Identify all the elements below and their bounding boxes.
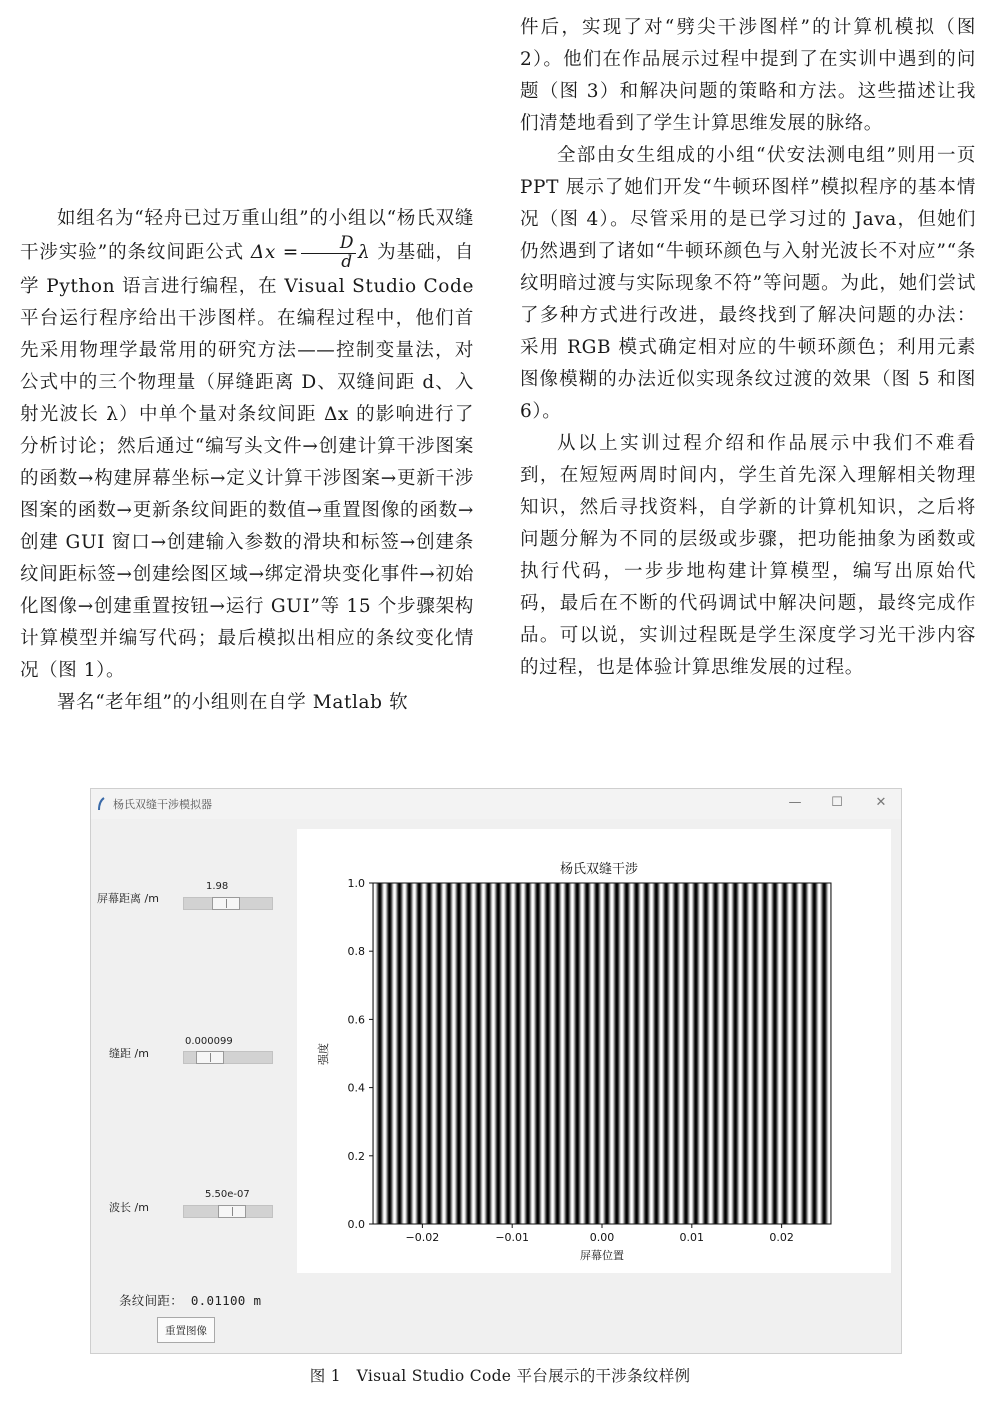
screen-distance-label: 屏幕距离 /m — [97, 892, 159, 905]
figure-caption: 图 1 Visual Studio Code 平台展示的干涉条纹样例 — [309, 1367, 691, 1385]
maximize-button[interactable]: ☐ — [831, 795, 843, 810]
y-tick-label: 0.0 — [347, 1218, 365, 1231]
simulator-window — [90, 788, 902, 1354]
left-column — [20, 203, 474, 719]
x-tick-label: −0.02 — [405, 1231, 440, 1244]
chart-title: 杨氏双缝干涉 — [559, 862, 639, 877]
formula-fraction: $\frac{D}{d}$ — [301, 235, 356, 271]
screen-distance-slider[interactable] — [183, 897, 273, 910]
wavelength-label: 波长 /m — [109, 1201, 149, 1214]
interference-chart — [297, 829, 891, 1273]
fringe-formula: Δx = $\frac{D}{d}$ λ — [250, 233, 371, 272]
x-tick-label: 0.02 — [769, 1231, 794, 1244]
y-tick-label: 0.8 — [347, 945, 365, 959]
window-titlebar[interactable] — [91, 789, 901, 819]
paragraph-3: 件后，实现了对“劈尖干涉图样”的计算机模拟（图 2）。他们在作品展示过程中提到了在实训中遇到的问题（图 3）和解决问题的策略和方法。这些描述让我们清楚地看到了学生计算思维发展的脉络。 — [520, 17, 976, 134]
window-title: 杨氏双缝干涉模拟器 — [113, 798, 212, 811]
feather-icon — [97, 797, 107, 811]
fringe-spacing-value: 0.01100 — [190, 1293, 246, 1308]
slit-spacing-value: 0.000099 — [185, 1036, 233, 1047]
wavelength-slider-thumb[interactable] — [218, 1205, 246, 1218]
fringe-spacing-readout: 条纹间距： 0.01100 m — [119, 1293, 262, 1308]
slit-spacing-slider[interactable] — [183, 1051, 273, 1064]
paragraph-4: 全部由女生组成的小组“伏安法测电组”则用一页 PPT 展示了她们开发“牛顿环图样”模拟程序的基本情况（图 4）。尽管采用的是已学习过的 Java，但她们仍然遇到了诸如“牛顿环颜色与入射光波长不对应”“条纹明暗过渡与实际现象不符”等问题。为此，她们尝试了多种方式进行改进，最终找到了解决问题的办法：采用 RGB 模式确定相对应的牛顿环颜色；利用元素图像模糊的办法近似实现条纹过渡的效果（图 5 和图 6）。 — [520, 145, 976, 422]
paragraph-5: 从以上实训过程介绍和作品展示中我们不难看到，在短短两周时间内，学生首先深入理解相关物理知识，然后寻找资料，自学新的计算机知识，之后将问题分解为不同的层级或步骤，把功能抽象为函数或执行代码，一步步地构建计算模型，编写出原始代码，最后在不断的代码调试中解决问题，最终完成作品。可以说，实训过程既是学生深度学习光干涉内容的过程，也是体验计算思维发展的过程。 — [520, 433, 976, 678]
x-tick-label: −0.01 — [495, 1231, 530, 1244]
screen-distance-value: 1.98 — [206, 881, 229, 892]
x-tick-label: 0.01 — [679, 1231, 705, 1244]
right-column — [520, 12, 976, 684]
y-axis-label: 强度 — [317, 1043, 330, 1065]
y-tick-label: 1.0 — [347, 877, 365, 890]
minimize-button[interactable]: — — [788, 795, 802, 810]
y-tick-label: 0.2 — [347, 1149, 365, 1163]
wavelength-value: 5.50e-07 — [205, 1189, 250, 1200]
reset-image-button[interactable]: 重置图像 — [157, 1317, 215, 1343]
screen-distance-slider-thumb[interactable] — [212, 897, 240, 910]
y-tick-label: 0.4 — [347, 1081, 365, 1095]
slit-spacing-slider-thumb[interactable] — [196, 1051, 224, 1064]
plot-panel — [297, 829, 891, 1273]
paragraph-2: 署名“老年组”的小组则在自学 Matlab 软 — [57, 692, 409, 713]
x-axis-label: 屏幕位置 — [580, 1249, 624, 1262]
close-button[interactable]: ✕ — [875, 795, 887, 810]
paragraph-1: 如组名为“轻舟已过万重山组”的小组以“杨氏双缝干涉实验”的条纹间距公式 Δx = $\frac{D}{d}$ λ 为基础，自学 Python 语言进行编程，在 Visual Studio Code 平台运行程序给出干涉图样。在编程过程中，他们首先采用物理学最常用的研究方法——控制变量法，对公式中的三个物理量（屏缝距离 D、双缝间距 d、入射光波长 λ）中单个量对条纹间距 Δx 的影响进行了分析讨论；然后通过“编写头文件→创建计算干涉图案的函数→构建屏幕坐标→定义计算干涉图案→更新干涉图案的函数→更新条纹间距的数值→重置图像的函数→创建 GUI 窗口→创建输入参数的滑块和标签→创建条纹间距标签→创建绘图区域→绑定滑块变化事件→初始化图像→创建重置按钮→运行 GUI”等 15 个步骤架构计算模型并编写代码；最后模拟出相应的条纹变化情况（图 1）。 — [20, 208, 474, 681]
y-tick-label: 0.6 — [347, 1013, 365, 1027]
x-tick-label: 0.00 — [589, 1231, 615, 1244]
slit-spacing-label: 缝距 /m — [109, 1047, 149, 1060]
wavelength-slider[interactable] — [183, 1205, 273, 1218]
